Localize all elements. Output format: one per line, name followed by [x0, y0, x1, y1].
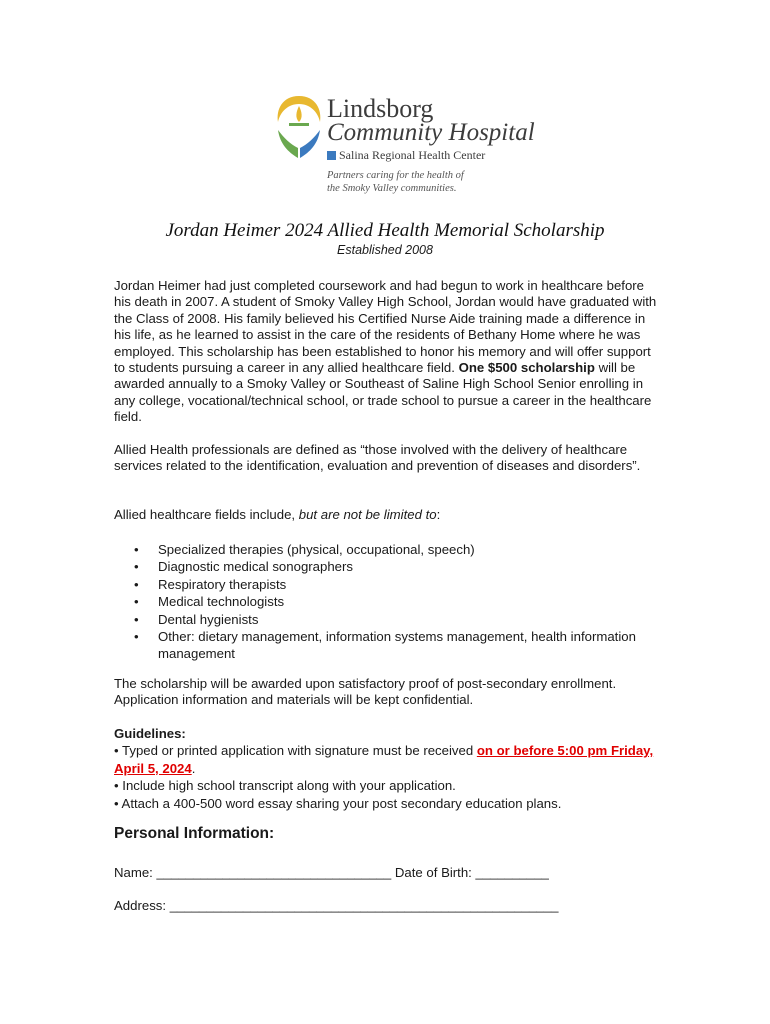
hospital-name-line2: Community Hospital: [327, 119, 535, 146]
guideline-item: • Typed or printed application with signature must be received on or before 5:00 pm Friday, April 5, 2024.: [114, 743, 654, 776]
affiliate-square-icon: [327, 151, 336, 160]
hospital-name-line1: Lindsborg: [327, 94, 434, 123]
allied-fields-list: [114, 541, 659, 663]
established-note: Established 2008: [337, 243, 433, 257]
award-note: The scholarship will be awarded upon satisfactory proof of post-secondary enrollment. Application information and materials will be kept confidential.: [114, 676, 617, 708]
address-field[interactable]: _____________________________________________________: [169, 898, 559, 913]
name-field[interactable]: ________________________________: [156, 865, 392, 880]
scholarship-amount: One $500 scholarship: [458, 360, 595, 376]
guideline-item: • Attach a 400-500 word essay sharing your post secondary education plans.: [114, 795, 562, 811]
intro-paragraph: Jordan Heimer had just completed coursework and had begun to work in healthcare before his death in 2007. A student of Smoky Valley High School, Jordan would have graduated with the Class of 2008. His family believed his Certified Nurse Aide training made a difference in his life, as he learned to assist in the care of the residents of Bethany Home where he was employed. This scholarship has been established to honor his memory and will offer support to students pursuing a career in any allied healthcare field. One $500 scholarship will be awarded annually to a Smoky Valley or Southeast of Saline High School Senior enrolling in any college, vocational/technical school, or trade school to pursue a career in the healthcare field.: [114, 278, 657, 425]
name-dob-row: [114, 865, 549, 880]
personal-info-heading: Personal Information:: [114, 825, 275, 842]
affiliate-name: Salina Regional Health Center: [327, 148, 485, 163]
hospital-logo: [274, 90, 535, 200]
document-title: Jordan Heimer 2024 Allied Health Memorial Scholarship: [165, 220, 605, 241]
address-label: Address:: [114, 898, 170, 913]
list-item: • Medical technologists: [134, 594, 285, 610]
list-item: • Specialized therapies (physical, occupational, speech): [134, 542, 475, 557]
address-row: [114, 898, 558, 913]
hands-flame-emblem-icon: [274, 92, 324, 162]
allied-health-definition: Allied Health professionals are defined as “those involved with the delivery of healthcare services related to the identification, evaluation and prevention of diseases and disorders”.: [114, 442, 641, 474]
guidelines-heading: Guidelines:: [114, 726, 186, 741]
guideline-item: • Include high school transcript along with your application.: [114, 778, 456, 794]
list-item: • Diagnostic medical sonographers: [134, 559, 353, 575]
tagline-line2: the Smoky Valley communities.: [327, 183, 457, 194]
list-item: • Respiratory therapists: [134, 576, 287, 592]
list-item: • Dental hygienists: [134, 611, 259, 627]
dob-label: Date of Birth:: [391, 865, 476, 880]
dob-field[interactable]: __________: [475, 865, 549, 880]
list-item: • Other: dietary management, information systems management, health information management: [134, 629, 636, 662]
fields-intro: Allied healthcare fields include, but are not be limited to:: [114, 507, 441, 522]
name-label: Name:: [114, 865, 157, 880]
guidelines-section: [114, 725, 659, 812]
deadline: on or before 5:00 pm Friday, April 5, 2024: [114, 743, 654, 776]
tagline-line1: Partners caring for the health of: [327, 170, 464, 181]
